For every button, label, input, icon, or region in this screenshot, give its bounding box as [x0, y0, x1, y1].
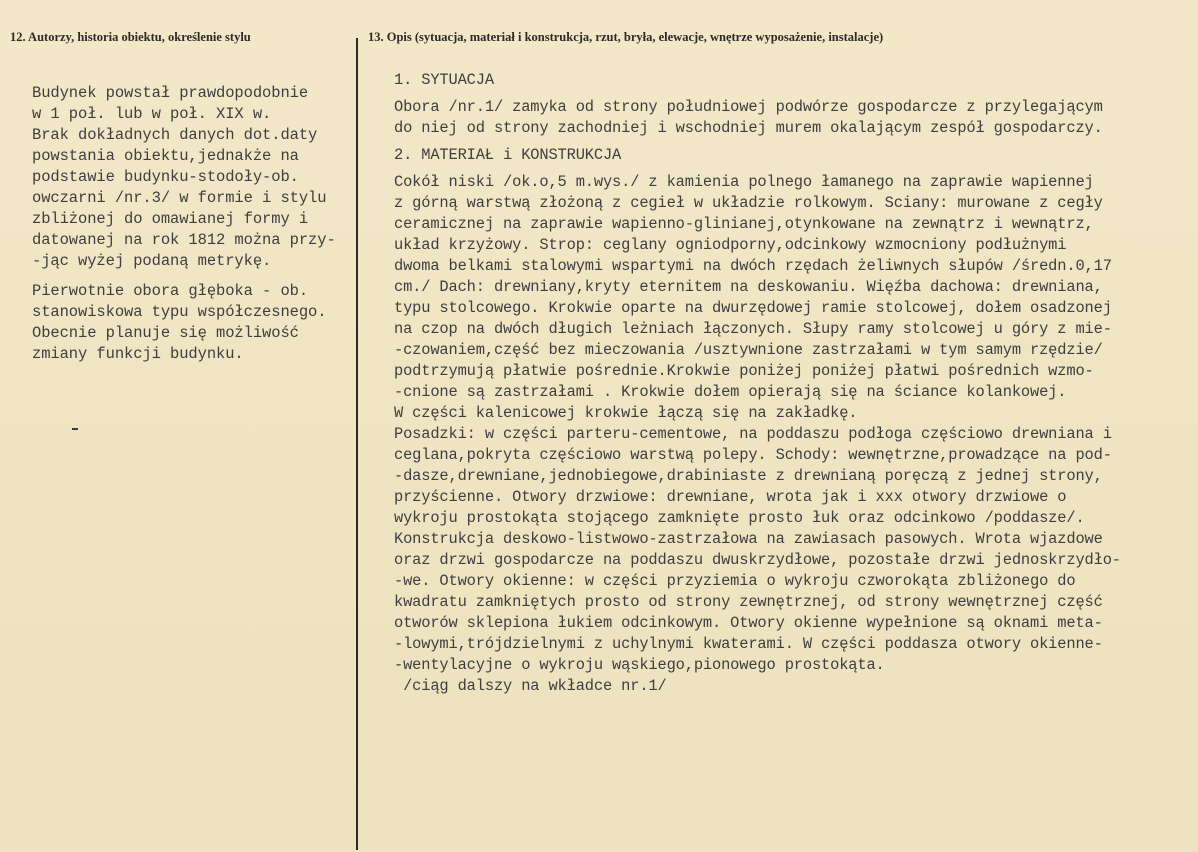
pen-mark — [72, 428, 78, 430]
description-text-line: Cokół niski /ok.o,5 m.wys./ z kamienia polnego łamanego na zaprawie wapiennej — [394, 173, 1094, 191]
section-13-header: 13. Opis (sytuacja, materiał i konstrukcja, rzut, bryła, elewacje, wnętrze wyposażenie, instalacje) — [368, 30, 884, 44]
history-text-line: -jąc wyżej podaną metrykę. — [32, 252, 272, 270]
description-text-line: -dasze,drewniane,jednobiegowe,drabiniaste z drewnianą poręczą z jednej strony, — [394, 467, 1103, 485]
description-text-line: na czop na dwóch długich leżniach łączonych. Słupy ramy stolcowej u góry z mie- — [394, 320, 1112, 338]
description-text-line: podtrzymują płatwie pośrednie.Krokwie poniżej poniżej płatwi pośrednich wzmo- — [394, 362, 1094, 380]
history-text-line: w 1 poł. lub w poł. XIX w. — [32, 105, 272, 123]
description-text-line: otworów sklepiona łukiem odcinkowym. Otwory okienne wypełnione są oknami meta- — [394, 614, 1103, 632]
description-text-line: -czowaniem,część bez mieczowania /usztywnione zastrzałami w tym samym rzędzie/ — [394, 341, 1103, 359]
paragraph-gap — [32, 272, 356, 281]
history-text-line: owczarni /nr.3/ w formie i stylu — [32, 189, 327, 207]
description-column — [394, 70, 1194, 697]
description-text-line: z górną warstwą złożoną z cegieł w układzie rolkowym. Sciany: murowane z cegły — [394, 194, 1103, 212]
history-text-line: Budynek powstał prawdopodobnie — [32, 84, 309, 102]
description-text-line: typu stolcowego. Krokwie oparte na dwurzędowej ramie stolcowej, dołem osadzonej — [394, 299, 1112, 317]
description-text-line: dwoma belkami stalowymi wspartymi na dwóch rzędach żeliwnych słupów /średn.0,17 — [394, 257, 1112, 275]
section-title-material: 2. MATERIAŁ i KONSTRUKCJA — [394, 146, 622, 164]
history-text-line: powstania obiektu,jednakże na — [32, 147, 299, 165]
history-text-line: Brak dokładnych danych dot.daty — [32, 126, 318, 144]
description-text-line: wykroju prostokąta stojącego zamknięte prosto łuk oraz odcinkowo /poddasze/. — [394, 509, 1085, 527]
description-text-line: W części kalenicowej krokwie łączą się na zakładkę. — [394, 404, 858, 422]
description-text-line: Konstrukcja deskowo-listwowo-zastrzałowa na zawiasach pasowych. Wrota wjazdowe — [394, 530, 1103, 548]
description-text-line: kwadratu zamkniętych prosto od strony zewnętrznej, od strony wewnętrznej część — [394, 593, 1103, 611]
description-text-line: /ciąg dalszy na wkładce nr.1/ — [394, 677, 667, 695]
description-text-line: przyścienne. Otwory drzwiowe: drewniane, wrota jak i xxx otwory drzwiowe o — [394, 488, 1067, 506]
description-text-line: ceglana,pokryta częściowo warstwą polepy. Schody: wewnętrzne,prowadzące na pod- — [394, 446, 1112, 464]
history-text-line: stanowiskowa typu współczesnego. — [32, 303, 327, 321]
description-text-line: Obora /nr.1/ zamyka od strony południowej podwórze gospodarcze z przylegającym — [394, 98, 1103, 116]
description-text-line: układ krzyżowy. Strop: ceglany ogniodporny,odcinkowy wzmocniony podłużnymi — [394, 236, 1067, 254]
history-text-line: zbliżonej do omawianej formy i — [32, 210, 309, 228]
section-title-situation: 1. SYTUACJA — [394, 71, 494, 89]
description-text-line: do niej od strony zachodniej i wschodniej murem okalającym zespół gospodarczy. — [394, 119, 1103, 137]
section-12-header: 12. Autorzy, historia obiektu, określenie stylu — [10, 30, 251, 44]
description-text-line: -we. Otwory okienne: w części przyziemia o wykroju czworokąta zbliżonego do — [394, 572, 1076, 590]
history-text-line: podstawie budynku-stodoły-ob. — [32, 168, 299, 186]
history-text-line: Pierwotnie obora głęboka - ob. — [32, 282, 309, 300]
history-text-line: datowanej na rok 1812 można przy- — [32, 231, 336, 249]
description-text-line: ceramicznej na zaprawie wapienno-glinianej,otynkowane na zewnątrz i wewnątrz, — [394, 215, 1094, 233]
description-text-line: oraz drzwi gospodarcze na poddaszu dwuskrzydłowe, pozostałe drzwi jednoskrzydło- — [394, 551, 1121, 569]
description-text-line: Posadzki: w części parteru-cementowe, na poddaszu podłoga częściowo drewniana i — [394, 425, 1112, 443]
history-text-line: Obecnie planuje się możliwość — [32, 324, 299, 342]
description-text-line: -cnione są zastrzałami . Krokwie dołem opierają się na ściance kolankowej. — [394, 383, 1067, 401]
description-text-line: cm./ Dach: drewniany,kryty eternitem na deskowaniu. Więźba dachowa: drewniana, — [394, 278, 1103, 296]
description-text-line: -wentylacyjne o wykroju wąskiego,pionowego prostokąta. — [394, 656, 885, 674]
description-text-line: -lowymi,trójdzielnymi z uchylnymi kwaterami. W części poddasza otwory okienne- — [394, 635, 1103, 653]
column-divider — [356, 38, 358, 850]
authors-history-column — [32, 83, 356, 365]
history-text-line: zmiany funkcji budynku. — [32, 345, 244, 363]
